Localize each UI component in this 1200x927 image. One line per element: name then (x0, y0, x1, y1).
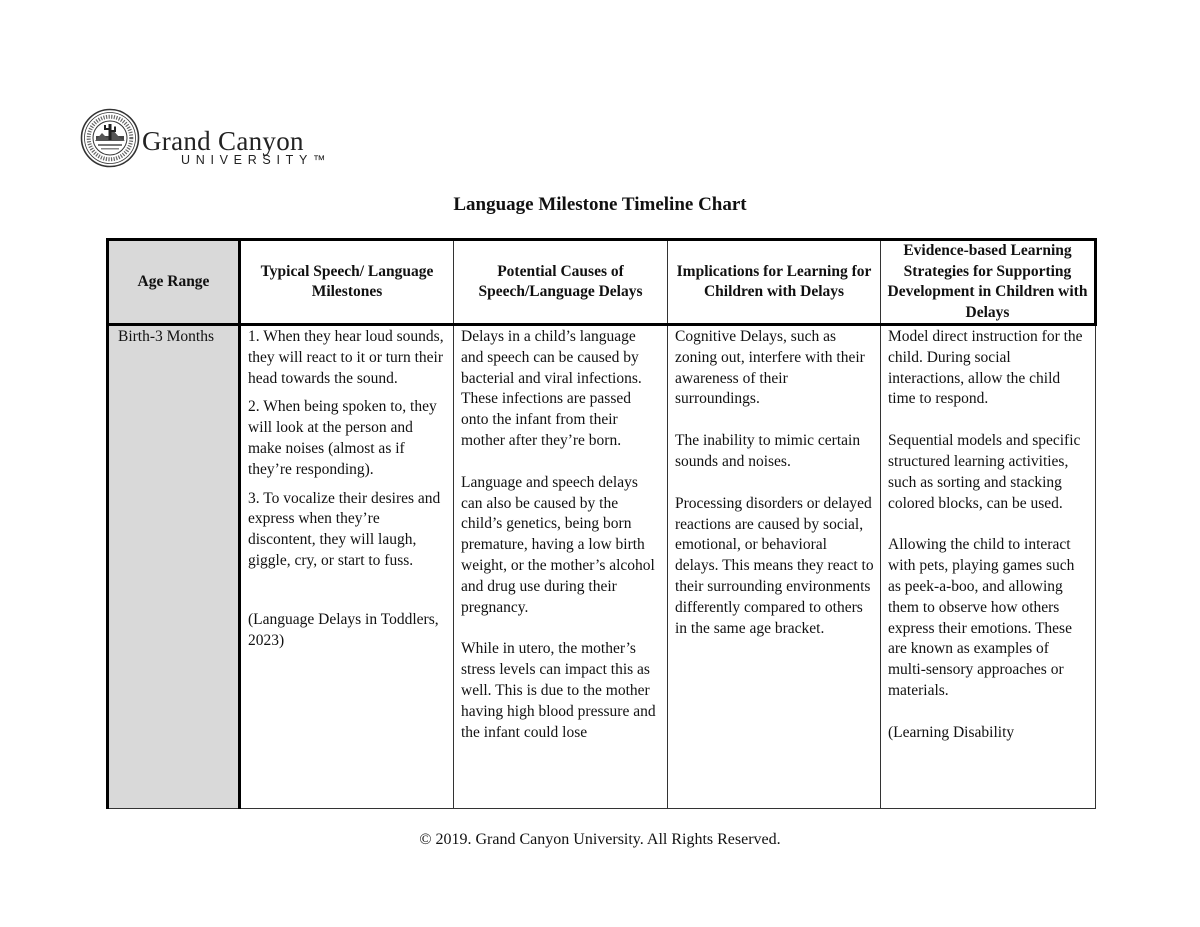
cell-age-range (108, 325, 240, 809)
header-causes: Potential Causes of Speech/Language Delays (454, 240, 668, 325)
milestone-table (106, 238, 1097, 809)
header-implications: Implications for Learning for Children with Delays (668, 240, 881, 325)
milestone-item: 3. To vocalize their desires and express when they’re discontent, they will laugh, giggle, cry, or start to fuss. (248, 489, 441, 569)
implication-paragraph: Processing disorders or delayed reactions are caused by social, emotional, or behavioral delays. This means they react to their surrounding environments differently compared to others in the same age bracket. (675, 494, 874, 637)
header-age-range: Age Range (108, 240, 240, 325)
implication-paragraph: The inability to mimic certain sounds and noises. (675, 432, 861, 470)
header-strategies: Evidence-based Learning Strategies for Supporting Development in Children with Delays (881, 240, 1096, 325)
milestone-item: 1. When they hear loud sounds, they will react to it or turn their head towards the sound. (248, 328, 444, 387)
milestone-item: 2. When being spoken to, they will look at the person and make noises (almost as if they’re responding). (248, 398, 437, 478)
cell-causes (454, 325, 668, 809)
strategy-paragraph: Allowing the child to interact with pets, playing games such as peek-a-boo, and allowing them to observe how others express their emotions. These are known as examples of multi-sensory approaches or materials. (888, 536, 1075, 699)
cause-paragraph: Delays in a child’s language and speech can be caused by bacterial and viral infections. These infections are passed onto the infant from their mother after they’re born. (461, 328, 642, 449)
university-logo (80, 107, 350, 169)
strategy-paragraph: Model direct instruction for the child. During social interactions, allow the child time to respond. (888, 328, 1083, 408)
table-row (108, 325, 1096, 809)
age-range-label: Birth-3 Months (118, 328, 215, 345)
cause-paragraph: Language and speech delays can also be caused by the child’s genetics, being born premature, having a low birth weight, or the mother’s alcohol and drug use during their pregnancy. (461, 473, 655, 616)
logo-subtitle: UNIVERSITY™ (181, 153, 332, 167)
implication-paragraph: Cognitive Delays, such as zoning out, interfere with their awareness of their surroundings. (675, 328, 865, 408)
header-milestones: Typical Speech/ Language Milestones (240, 240, 454, 325)
university-seal-icon (80, 108, 140, 168)
cause-paragraph: While in utero, the mother’s stress levels can impact this as well. This is due to the mother having high blood pressure and the infant could lose (461, 640, 656, 741)
copyright-footer: © 2019. Grand Canyon University. All Rights Reserved. (419, 831, 781, 848)
strategy-citation: (Learning Disability (888, 723, 1015, 741)
table-header-row (108, 240, 1096, 325)
cell-implications (668, 325, 881, 809)
cell-strategies (881, 325, 1096, 809)
milestone-citation: (Language Delays in Toddlers, 2023) (248, 610, 439, 649)
document-title: Language Milestone Timeline Chart (453, 194, 747, 215)
cell-milestones (240, 325, 454, 809)
strategy-paragraph: Sequential models and specific structured learning activities, such as sorting and stacking colored blocks, can be used. (888, 432, 1081, 512)
logo-wordmark: Grand Canyon (142, 126, 304, 156)
